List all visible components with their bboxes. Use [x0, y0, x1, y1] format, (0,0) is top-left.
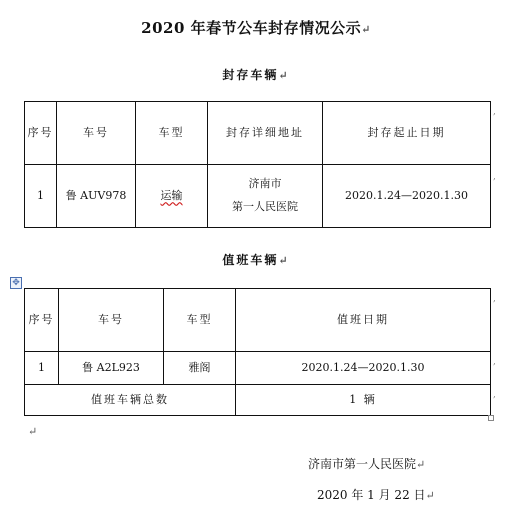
header-type: 车型	[136, 102, 208, 165]
header-type: 车型	[164, 289, 236, 352]
header-dates: 值班日期	[236, 289, 491, 352]
end-of-row-mark: ,	[493, 107, 496, 117]
end-of-row-mark: ,	[493, 172, 496, 182]
header-seq: 序号	[25, 289, 59, 352]
cell-type: 运输	[136, 165, 208, 228]
paragraph-mark-icon: ↵	[278, 254, 290, 267]
cell-dates: 2020.1.24—2020.1.30	[236, 352, 491, 385]
table-row	[25, 165, 491, 228]
table-header-row	[25, 102, 491, 165]
cell-dates: 2020.1.24—2020.1.30	[323, 165, 491, 228]
header-address: 封存详细地址	[208, 102, 323, 165]
cell-seq: 1	[25, 165, 57, 228]
sealed-heading-text: 封存车辆	[222, 68, 279, 82]
table-move-handle-icon[interactable]: ✥	[10, 277, 22, 289]
duty-heading-text: 值班车辆	[222, 253, 279, 267]
sealed-vehicles-table	[24, 101, 491, 228]
total-value-cell: 1 辆	[236, 385, 491, 416]
header-plate: 车号	[59, 289, 164, 352]
table-resize-handle-icon[interactable]	[488, 415, 494, 421]
paragraph-mark-icon: ↵	[425, 489, 435, 502]
sealed-section-heading	[0, 66, 512, 83]
table-header-row	[25, 289, 491, 352]
page-title	[0, 17, 512, 38]
paragraph-mark-icon: ↵	[278, 69, 290, 82]
table-row	[25, 352, 491, 385]
duty-vehicles-table	[24, 288, 491, 416]
paragraph-mark-icon: ↵	[416, 458, 426, 471]
header-plate: 车号	[57, 102, 136, 165]
cell-address: 济南市 第一人民医院	[208, 165, 323, 228]
total-label-cell: 值班车辆总数	[25, 385, 236, 416]
footer-organization: 济南市第一人民医院↵	[308, 457, 426, 471]
cell-type: 雅阁	[164, 352, 236, 385]
paragraph-mark-icon: ↵	[361, 23, 371, 36]
end-of-row-mark: ,	[493, 390, 496, 400]
cell-plate: 鲁 A2L923	[59, 352, 164, 385]
cell-seq: 1	[25, 352, 59, 385]
cell-plate: 鲁 AUV978	[57, 165, 136, 228]
end-of-row-mark: ,	[493, 294, 496, 304]
paragraph-mark-icon: ↵	[28, 425, 38, 438]
footer-date: 2020 年 1 月 22 日↵	[317, 488, 435, 502]
header-dates: 封存起止日期	[323, 102, 491, 165]
duty-section-heading	[0, 251, 512, 268]
header-seq: 序号	[25, 102, 57, 165]
title-text: 2020 年春节公车封存情况公示	[141, 19, 362, 37]
end-of-row-mark: ,	[493, 357, 496, 367]
table-total-row	[25, 385, 491, 416]
